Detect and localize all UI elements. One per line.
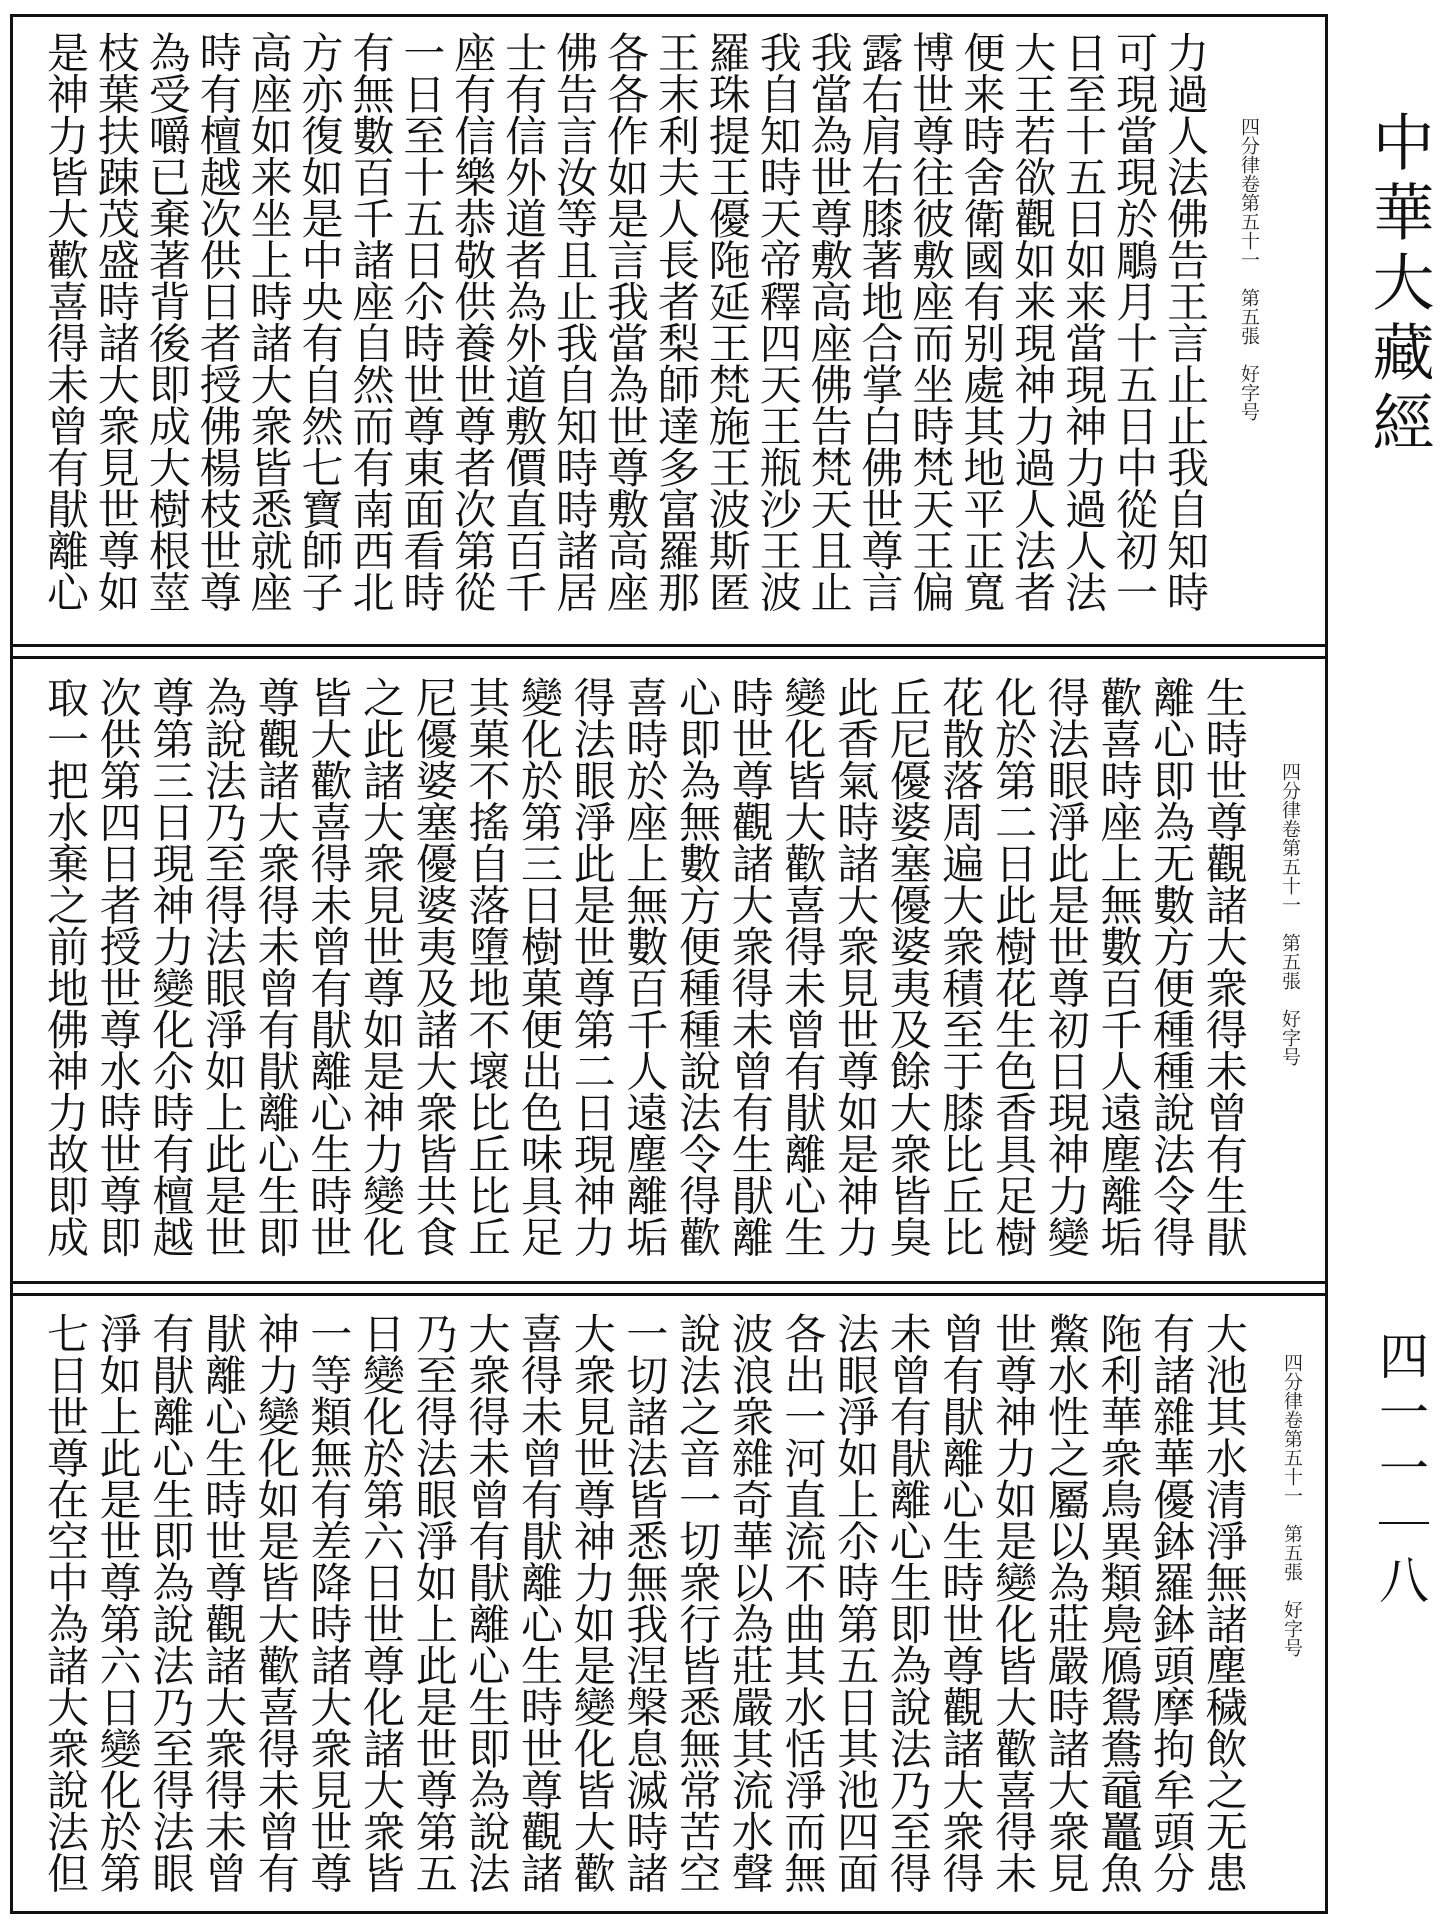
text-column: 一日至十五日尒時世尊東面看時	[397, 31, 447, 612]
text-column: 陁利華衆鳥異類鳧鴈鴛鴦黿鼉魚	[1094, 1312, 1144, 1893]
text-column: 為受嚼已棄著背後即成大樹根莖	[142, 31, 192, 612]
text-column: 生時世尊觀諸大衆得未曾有生猒	[1199, 676, 1249, 1257]
text-column: 神力變化如是皆大歡喜得未曾有	[251, 1312, 301, 1893]
text-column: 此香氣時諸大衆見世尊如是神力	[831, 676, 881, 1257]
text-column: 大衆得未曾有猒離心生即為說法	[462, 1312, 512, 1893]
text-column: 一等類無有差降時諸大衆見世尊	[304, 1312, 354, 1893]
text-column: 鱉水性之屬以為莊嚴時諸大衆見	[1041, 1312, 1091, 1893]
text-column: 方亦復如是中央有自然七寶師子	[295, 31, 345, 612]
text-panel-middle	[13, 662, 1325, 1284]
text-column: 我當為世尊敷高座佛告梵天且止	[804, 31, 854, 612]
text-column: 得法眼淨此是世尊第二日現神力	[567, 676, 617, 1257]
text-column: 曾有猒離心生時世尊觀諸大衆得	[936, 1312, 986, 1893]
text-column: 王末利夫人長者梨師達多富羅那	[651, 31, 701, 612]
text-panel-top	[13, 17, 1325, 647]
text-column: 便来時舍衛國有别處其地平正寬	[957, 31, 1007, 612]
text-column: 力過人法佛告王言止止我自知時	[1160, 31, 1210, 612]
text-column: 法眼淨如上尒時第五日其池四面	[831, 1312, 881, 1893]
text-columns	[41, 676, 1249, 1270]
text-column: 尊第三日現神力變化尒時有檀越	[146, 676, 196, 1257]
text-column: 羅珠提王優陁延王梵施王波斯匿	[702, 31, 752, 612]
text-column: 之此諸大衆見世尊如是神力變化	[357, 676, 407, 1257]
text-column: 心即為無數方便種種說法令得歡	[673, 676, 723, 1257]
text-column: 日至十五日如来當現神力過人法	[1059, 31, 1109, 612]
text-column: 有諸雜華優鉢羅鉢頭摩拘牟頭分	[1147, 1312, 1197, 1893]
text-column: 花散落周遍大衆積至于膝比丘比	[936, 676, 986, 1257]
text-column: 時有檀越次供日者授佛楊枝世尊	[193, 31, 243, 612]
text-panel-bottom	[13, 1298, 1325, 1910]
text-column: 離心即為无數方便種種說法令得	[1147, 676, 1197, 1257]
margin-note: 四分律卷第五十一 第五張 好字号	[1281, 1353, 1303, 1657]
text-column: 座有信樂恭敬供養世尊者次第從	[448, 31, 498, 612]
text-column: 枝葉扶踈茂盛時諸大衆見世尊如	[91, 31, 141, 612]
text-column: 化於第二日此樹花生色香具足樹	[989, 676, 1039, 1257]
margin-note: 四分律卷第五十一 第五張 好字号	[1238, 117, 1260, 421]
text-column: 丘尼優婆塞優婆夷及餘大衆皆臭	[883, 676, 933, 1257]
panel-divider	[10, 656, 1328, 659]
text-column: 有無數百千諸座自然而有南西北	[346, 31, 396, 612]
text-column: 士有信外道者為外道敷價直百千	[499, 31, 549, 612]
text-column: 我自知時天帝釋四天王瓶沙王波	[753, 31, 803, 612]
text-column: 為說法乃至得法眼淨如上此是世	[199, 676, 249, 1257]
text-column: 高座如来坐上時諸大衆皆悉就座	[244, 31, 294, 612]
text-column: 露右肩右膝著地合掌白佛世尊言	[855, 31, 905, 612]
text-column: 大王若欲觀如来現神力過人法者	[1008, 31, 1058, 612]
text-column: 取一把水棄之前地佛神力故即成	[41, 676, 90, 1257]
text-column: 尼優婆塞優婆夷及諸大衆皆共食	[409, 676, 459, 1257]
text-column: 喜時於座上無數百千人遠塵離垢	[620, 676, 670, 1257]
text-column: 未曾有猒離心生即為說法乃至得	[883, 1312, 933, 1893]
text-column: 尊觀諸大衆得未曾有猒離心生即	[251, 676, 301, 1257]
text-column: 得法眼淨此是世尊初日現神力變	[1041, 676, 1091, 1257]
text-column: 一切諸法皆悉無我涅槃息滅時諸	[620, 1312, 670, 1893]
text-column: 波浪衆雜奇華以為莊嚴其流水聲	[725, 1312, 775, 1893]
text-column: 次供第四日者授世尊水時世尊即	[93, 676, 143, 1257]
text-column: 說法之音一切衆行皆悉無常苦空	[673, 1312, 723, 1893]
text-column: 博世尊往彼敷座而坐時梵天王偏	[906, 31, 956, 612]
text-column: 是神力皆大歡喜得未曾有猒離心	[41, 31, 90, 612]
text-column: 猒離心生時世尊觀諸大衆得未曾	[199, 1312, 249, 1893]
text-column: 乃至得法眼淨如上此是世尊第五	[409, 1312, 459, 1893]
text-column: 佛告言汝等且止我自知時時諸居	[550, 31, 600, 612]
text-columns	[41, 31, 1210, 633]
margin-note: 四分律卷第五十一 第五張 好字号	[1279, 762, 1301, 1066]
text-columns	[41, 1312, 1249, 1896]
text-column: 可現當現於鵰月十五日中從初一	[1110, 31, 1160, 612]
text-column: 世尊神力如是變化皆大歡喜得未	[989, 1312, 1039, 1893]
text-column: 大衆見世尊神力如是變化皆大歡	[567, 1312, 617, 1893]
text-column: 喜得未曾有猒離心生時世尊觀諸	[515, 1312, 565, 1893]
panel-divider	[10, 1293, 1328, 1296]
page-number: 四一一｜八	[1371, 1330, 1429, 1610]
text-column: 淨如上此是世尊第六日變化於第	[93, 1312, 143, 1893]
text-column: 皆大歡喜得未曾有猒離心生時世	[304, 676, 354, 1257]
text-column: 各出一河直流不曲其水恬淨而無	[778, 1312, 828, 1893]
text-column: 其菓不搖自落墮地不壞比丘比丘	[462, 676, 512, 1257]
text-column: 各各作如是言我當為世尊敷高座	[600, 31, 650, 612]
text-column: 變化皆大歡喜得未曾有猒離心生	[778, 676, 828, 1257]
text-column: 歡喜時座上無數百千人遠塵離垢	[1094, 676, 1144, 1257]
text-column: 變化於第三日樹菓便出色味具足	[515, 676, 565, 1257]
side-title: 中華大藏經	[1362, 110, 1435, 460]
text-column: 有猒離心生即為說法乃至得法眼	[146, 1312, 196, 1893]
text-column: 時世尊觀諸大衆得未曾有生猒離	[725, 676, 775, 1257]
text-column: 日變化於第六日世尊化諸大衆皆	[357, 1312, 407, 1893]
text-column: 七日世尊在空中為諸大衆說法但	[41, 1312, 90, 1893]
text-column: 大池其水清淨無諸塵穢飲之无患	[1199, 1312, 1249, 1893]
